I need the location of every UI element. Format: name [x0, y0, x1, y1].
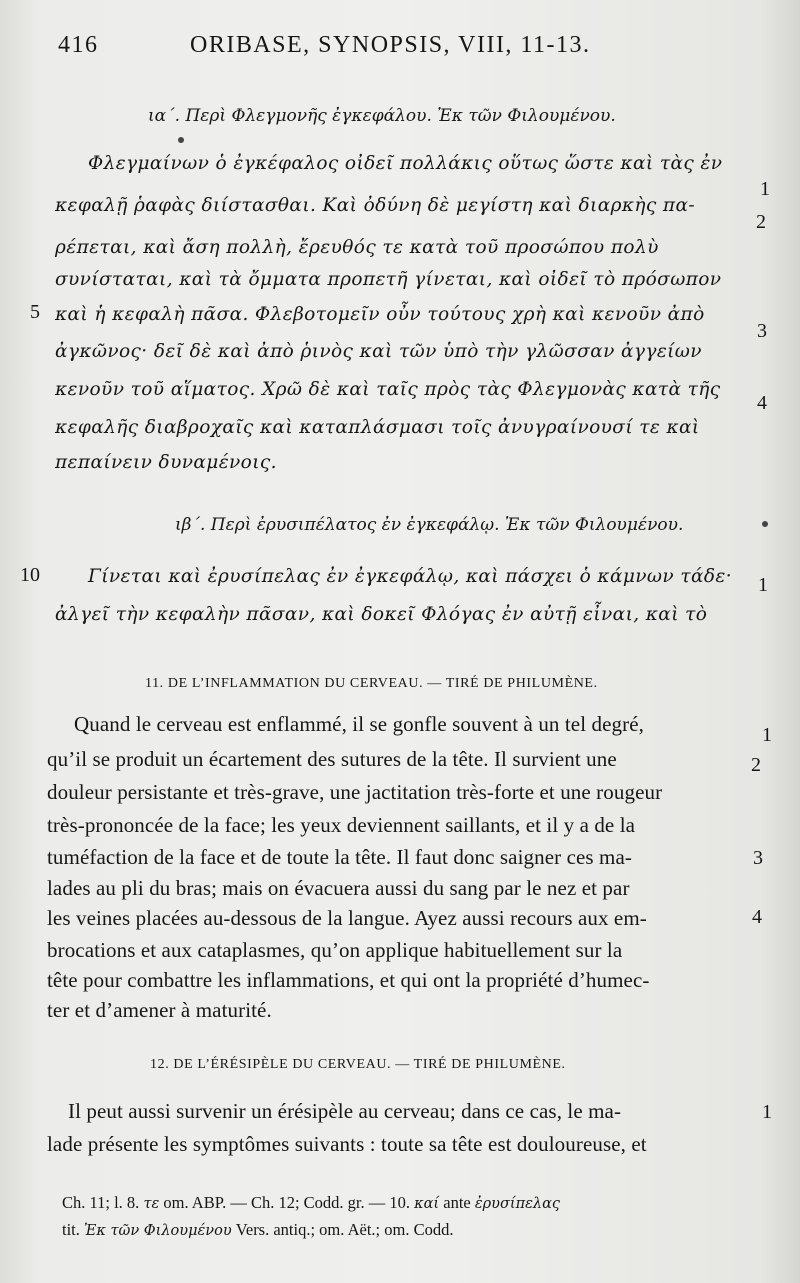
greek-chapter-11-heading: ια΄. Περὶ Φλεγμονῆς ἐγκεφάλου. Ἐκ τῶν Φιλουμένου. — [148, 106, 616, 126]
margin-number: 4 — [757, 392, 767, 414]
footnote-greek: καί — [414, 1196, 440, 1212]
greek-line: κεφαλῆς διαβροχαῖς καὶ καταπλάσμασι τοῖς ἀνυγραίνουσί τε καὶ — [55, 417, 700, 438]
greek-chapter-12-heading: ιβ΄. Περὶ ἐρυσιπέλατος ἐν ἐγκεφάλῳ. Ἐκ τῶν Φιλουμένου. — [175, 515, 684, 535]
greek-line: Φλεγμαίνων ὁ ἐγκέφαλος οἰδεῖ πολλάκις οὕτως ὥστε καὶ τὰς ἐν — [88, 153, 723, 174]
footnote-text: ante — [439, 1193, 475, 1212]
french-line: brocations et aux cataplasmes, qu’on applique habituellement sur la — [47, 938, 623, 962]
french-line: Quand le cerveau est enflammé, il se gonfle souvent à un tel degré, — [74, 712, 644, 736]
french-line: lade présente les symptômes suivants : toute sa tête est douloureuse, et — [47, 1132, 647, 1156]
margin-number: 2 — [751, 754, 761, 776]
greek-line: πεπαίνειν δυναμένοις. — [55, 452, 277, 473]
margin-number: 3 — [753, 847, 763, 869]
margin-number: 1 — [762, 724, 772, 746]
french-line: lades au pli du bras; mais on évacuera aussi du sang par le nez et par — [47, 876, 630, 900]
footnote-greek: Ἐκ τῶν Φιλουμένου — [84, 1223, 232, 1239]
french-line: qu’il se produit un écartement des sutures de la tête. Il survient une — [47, 747, 617, 771]
footnote-line — [62, 1220, 453, 1240]
page-header — [48, 32, 760, 66]
french-chapter-12-heading: 12. DE L’ÉRÉSIPÈLE DU CERVEAU. — TIRÉ DE PHILUMÈNE. — [150, 1057, 566, 1072]
footnote-text: Vers. antiq.; om. Aët.; om. Codd. — [231, 1220, 454, 1239]
footnote-greek: ἐρυσίπελας — [474, 1196, 560, 1212]
french-line: tuméfaction de la face et de toute la tête. Il faut donc saigner ces ma- — [47, 845, 633, 869]
footnote-greek: τε — [143, 1196, 160, 1212]
footnote-text: Ch. 11; l. 8. — [62, 1193, 144, 1212]
footnote-text: om. ABP. — Ch. 12; Codd. gr. — 10. — [159, 1193, 415, 1212]
line-number: 5 — [30, 301, 40, 323]
printer-mark — [178, 137, 184, 143]
french-line: les veines placées au-dessous de la langue. Ayez aussi recours aux em- — [47, 906, 647, 930]
margin-number: 2 — [756, 211, 766, 233]
line-number: 10 — [20, 564, 40, 586]
greek-line: κεφαλῇ ῥαφὰς διίστασθαι. Καὶ ὀδύνη δὲ μεγίστη καὶ διαρκὴς πα- — [55, 195, 696, 216]
running-title: ORIBASE, SYNOPSIS, VIII, 11-13. — [190, 32, 591, 58]
greek-line: κενοῦν τοῦ αἵματος. Χρῶ δὲ καὶ ταῖς πρὸς τὰς Φλεγμονὰς κατὰ τῆς — [55, 379, 721, 400]
greek-line: συνίσταται, καὶ τὰ ὄμματα προπετῆ γίνεται, καὶ οἰδεῖ τὸ πρόσωπον — [55, 269, 722, 290]
greek-line: ἀγκῶνος· δεῖ δὲ καὶ ἀπὸ ῥινὸς καὶ τῶν ὑπὸ τὴν γλῶσσαν ἀγγείων — [55, 341, 702, 362]
french-chapter-11-heading: 11. DE L’INFLAMMATION DU CERVEAU. — TIRÉ DE PHILUMÈNE. — [145, 676, 598, 691]
margin-number: 1 — [758, 574, 768, 596]
french-line: ter et d’amener à maturité. — [47, 998, 272, 1022]
greek-line: ἀλγεῖ τὴν κεφαλὴν πᾶσαν, καὶ δοκεῖ Φλόγας ἐν αὐτῇ εἶναι, καὶ τὸ — [55, 604, 708, 625]
margin-number: 4 — [752, 906, 762, 928]
footnote-line — [62, 1193, 560, 1213]
greek-line: Γίνεται καὶ ἐρυσίπελας ἐν ἐγκεφάλῳ, καὶ πάσχει ὁ κάμνων τάδε· — [88, 566, 732, 587]
page-number: 416 — [58, 32, 99, 58]
french-line: douleur persistante et très-grave, une jactitation très-forte et une rougeur — [47, 780, 663, 804]
margin-number: 1 — [762, 1101, 772, 1123]
french-line: tête pour combattre les inflammations, et qui ont la propriété d’humec- — [47, 968, 650, 992]
french-line: Il peut aussi survenir un érésipèle au cerveau; dans ce cas, le ma- — [68, 1099, 622, 1123]
margin-number: 1 — [760, 178, 770, 200]
printer-mark — [762, 521, 768, 527]
greek-line: καὶ ἡ κεφαλὴ πᾶσα. Φλεβοτομεῖν οὖν τούτους χρὴ καὶ κενοῦν ἀπὸ — [55, 304, 705, 325]
margin-number: 3 — [757, 320, 767, 342]
greek-line: ρέπεται, καὶ ἄση πολλὴ, ἔρευθός τε κατὰ τοῦ προσώπου πολὺ — [55, 237, 659, 258]
footnote-text: tit. — [62, 1220, 85, 1239]
french-line: très-prononcée de la face; les yeux deviennent saillants, et il y a de la — [47, 813, 636, 837]
